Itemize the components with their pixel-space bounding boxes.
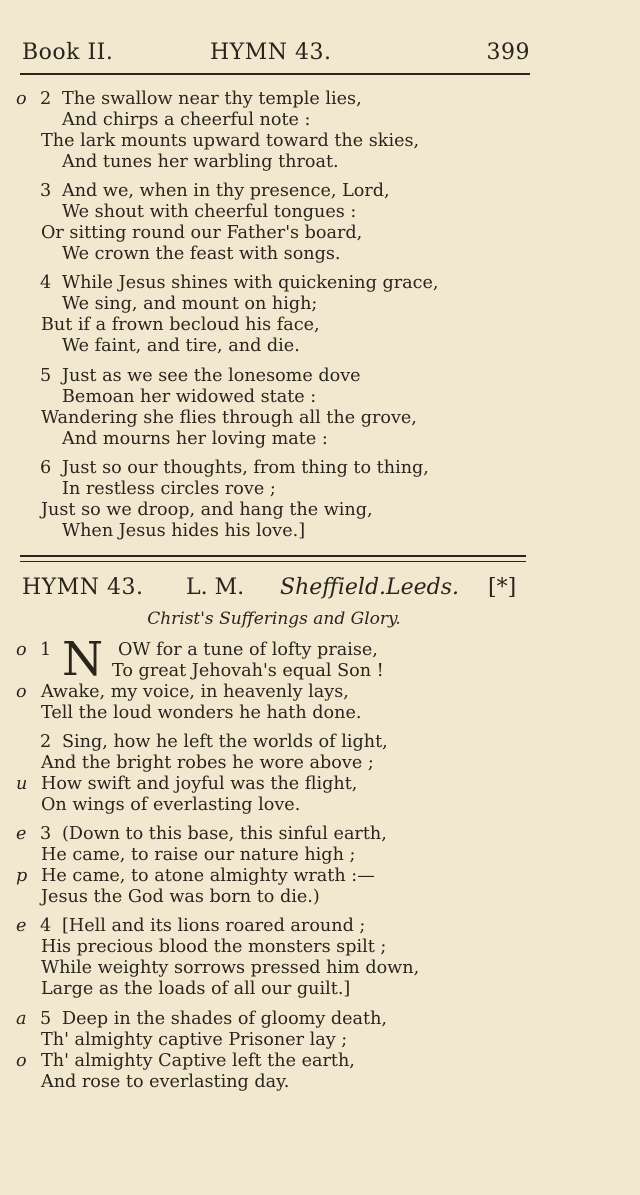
- verse-text: But if a frown becloud his face,: [41, 315, 320, 335]
- verse-text: And the bright robes he wore above ;: [41, 753, 374, 773]
- verse-text: While weighty sorrows pressed him down,: [41, 958, 420, 978]
- verse-text: The lark mounts upward toward the skies,: [41, 131, 420, 151]
- verse-text: OW for a tune of lofty praise,: [118, 640, 378, 660]
- hymn-subtitle: Christ's Sufferings and Glory.: [147, 609, 401, 629]
- running-header: [22, 40, 530, 74]
- verse-text: And chirps a cheerful note :: [62, 110, 311, 130]
- verse-number: 4: [40, 916, 52, 936]
- verse-text: He came, to atone almighty wrath :—: [41, 866, 375, 886]
- hymn-title: HYMN 43.: [22, 575, 144, 600]
- verse-number: 2: [40, 89, 52, 109]
- verse-number: 1: [40, 640, 52, 660]
- dynamic-mark: o: [16, 89, 27, 109]
- dynamic-mark: u: [16, 774, 28, 794]
- verse-number: 6: [40, 458, 52, 478]
- verse-text: [Hell and its lions roared around ;: [62, 916, 366, 936]
- tune-name: Sheffield.: [280, 575, 387, 600]
- drop-cap: N: [62, 632, 104, 687]
- dynamic-mark: p: [16, 866, 28, 886]
- verse-text: Awake, my voice, in heavenly lays,: [41, 682, 349, 702]
- verse-text: We shout with cheerful tongues :: [62, 202, 357, 222]
- running-hymn-title: HYMN 43.: [210, 40, 332, 65]
- verse-text: Or sitting round our Father's board,: [41, 223, 363, 243]
- verse-number: 3: [40, 181, 52, 201]
- dynamic-mark: o: [16, 682, 27, 702]
- verse-text: Th' almighty captive Prisoner lay ;: [41, 1030, 348, 1050]
- verse-text: Wandering she flies through all the grove,: [41, 408, 417, 428]
- verse-text: Large as the loads of all our guilt.]: [41, 979, 351, 999]
- verse-text: Tell the loud wonders he hath done.: [41, 703, 362, 723]
- verse-text: Just so our thoughts, from thing to thing,: [62, 458, 429, 478]
- verse-number: 2: [40, 732, 52, 752]
- verse-text: And we, when in thy presence, Lord,: [62, 181, 390, 201]
- verse-text: While Jesus shines with quickening grace,: [62, 273, 439, 293]
- verse-text: In restless circles rove ;: [62, 479, 276, 499]
- verse-text: Th' almighty Captive left the earth,: [41, 1051, 355, 1071]
- verse-text: To great Jehovah's equal Son !: [112, 661, 384, 681]
- verse-number: 3: [40, 824, 52, 844]
- dynamic-mark: e: [16, 824, 27, 844]
- header-rule: [20, 73, 530, 75]
- verse-text: How swift and joyful was the flight,: [41, 774, 358, 794]
- verse-text: On wings of everlasting love.: [41, 795, 301, 815]
- verse-text: Just as we see the lonesome dove: [62, 366, 361, 386]
- dynamic-mark: a: [16, 1009, 27, 1029]
- book-label: Book II.: [22, 40, 114, 65]
- verse-text: And mourns her loving mate :: [62, 429, 328, 449]
- verse-number: 4: [40, 273, 52, 293]
- verse-text: He came, to raise our nature high ;: [41, 845, 356, 865]
- verse-number: 5: [40, 366, 52, 386]
- verse-text: We sing, and mount on high;: [62, 294, 318, 314]
- hymn-divider: [20, 555, 526, 562]
- hymn-marker: [*]: [488, 575, 517, 600]
- page-number: 399: [486, 40, 530, 65]
- verse-text: Deep in the shades of gloomy death,: [62, 1009, 388, 1029]
- verse-number: 5: [40, 1009, 52, 1029]
- dynamic-mark: e: [16, 916, 27, 936]
- verse-text: When Jesus hides his love.]: [62, 521, 306, 541]
- dynamic-mark: o: [16, 1051, 27, 1071]
- dynamic-mark: o: [16, 640, 27, 660]
- verse-text: Sing, how he left the worlds of light,: [62, 732, 388, 752]
- verse-text: We faint, and tire, and die.: [62, 336, 300, 356]
- verse-text: (Down to this base, this sinful earth,: [62, 824, 387, 844]
- hymn-heading: [22, 575, 532, 605]
- verse-text: We crown the feast with songs.: [62, 244, 341, 264]
- verse-text: And tunes her warbling throat.: [62, 152, 339, 172]
- tune-name: Leeds.: [386, 575, 460, 600]
- verse-text: Jesus the God was born to die.): [41, 887, 320, 907]
- hymn-meter: L. M.: [186, 575, 245, 600]
- verse-text: And rose to everlasting day.: [41, 1072, 290, 1092]
- verse-text: His precious blood the monsters spilt ;: [41, 937, 387, 957]
- verse-text: The swallow near thy temple lies,: [62, 89, 362, 109]
- verse-text: Bemoan her widowed state :: [62, 387, 317, 407]
- verse-text: Just so we droop, and hang the wing,: [41, 500, 373, 520]
